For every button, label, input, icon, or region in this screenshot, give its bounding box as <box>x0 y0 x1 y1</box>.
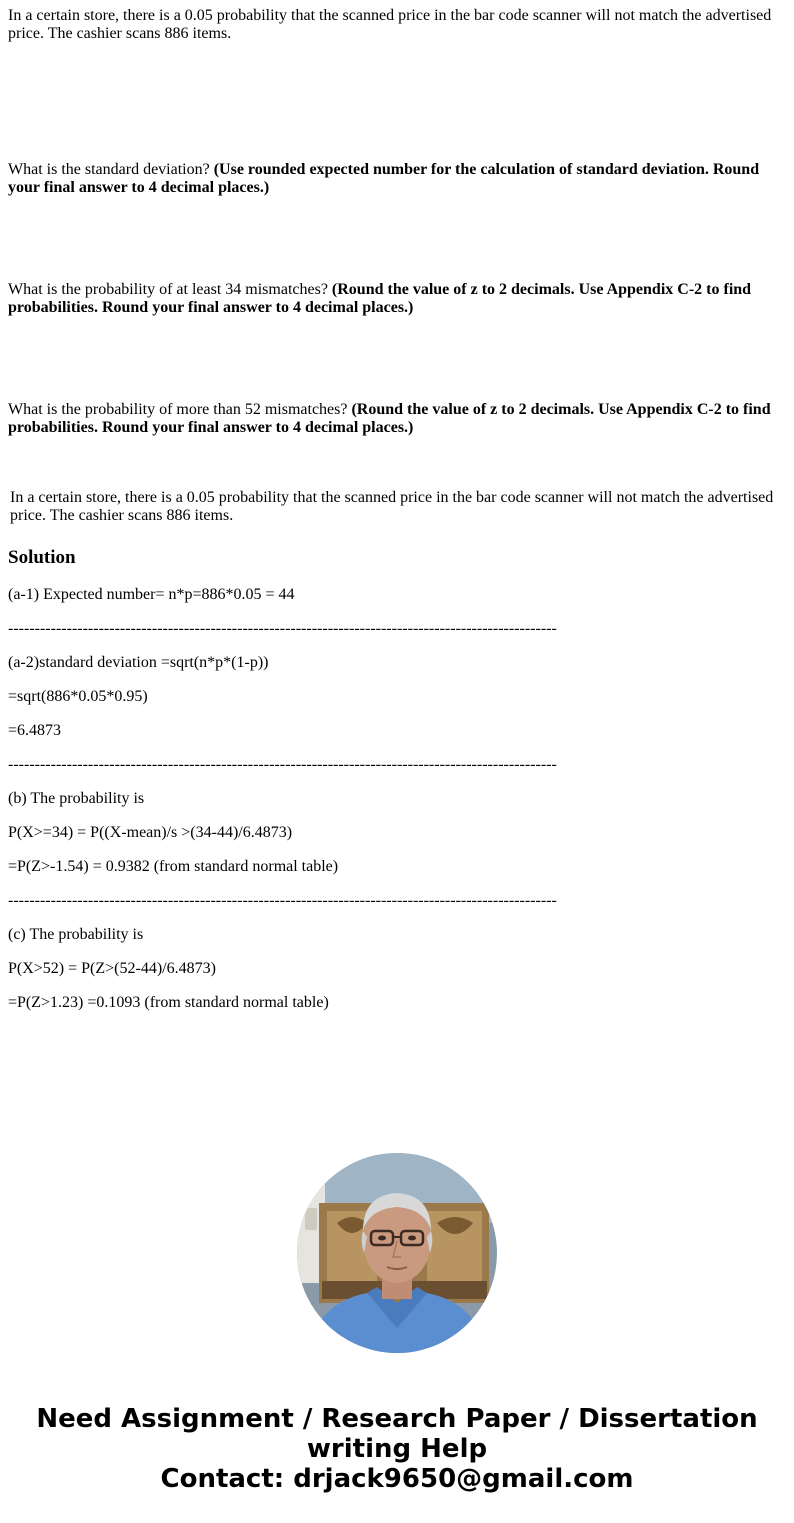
question-standard-deviation <box>8 161 784 197</box>
solution-divider: ------------------------------------------------------------------------------------------------------- <box>8 620 557 637</box>
question-at-least-34 <box>8 281 784 317</box>
solution-line: (c) The probability is <box>8 926 144 943</box>
problem-intro-repeat: In a certain store, there is a 0.05 probability that the scanned price in the bar code scanner will not match the advertised price. The cashier scans 886 items. <box>10 489 774 524</box>
question-text: What is the probability of more than 52 mismatches? <box>8 401 348 418</box>
question-text: What is the probability of at least 34 mismatches? <box>8 281 328 298</box>
footer-line: writing Help <box>306 1434 488 1464</box>
contact-footer <box>0 1404 794 1494</box>
solution-line: P(X>=34) = P((X-mean)/s >(34-44)/6.4873) <box>8 824 293 841</box>
footer-contact-email: Contact: drjack9650@gmail.com <box>160 1464 634 1494</box>
solution-line: P(X>52) = P(Z>(52-44)/6.4873) <box>8 960 216 977</box>
solution-line: =P(Z>1.23) =0.1093 (from standard normal table) <box>8 994 329 1011</box>
solution-divider: ------------------------------------------------------------------------------------------------------- <box>8 756 557 773</box>
question-instruction: (Round the value of z to 2 decimals. Use Appendix C-2 to find probabilities. Round your final answer to 4 decimal places.) <box>8 281 752 316</box>
author-avatar <box>297 1153 497 1353</box>
question-more-than-52 <box>8 401 784 437</box>
solution-line: =P(Z>-1.54) = 0.9382 (from standard normal table) <box>8 858 339 875</box>
question-text: What is the standard deviation? <box>8 161 210 178</box>
question-instruction: (Use rounded expected number for the calculation of standard deviation. Round your final answer to 4 decimal places.) <box>8 161 760 196</box>
solution-line: (b) The probability is <box>8 790 145 807</box>
problem-intro: In a certain store, there is a 0.05 probability that the scanned price in the bar code scanner will not match the advertised price. The cashier scans 886 items. <box>8 7 772 42</box>
solution-divider: ------------------------------------------------------------------------------------------------------- <box>8 892 557 909</box>
question-instruction: (Round the value of z to 2 decimals. Use Appendix C-2 to find probabilities. Round your final answer to 4 decimal places.) <box>8 401 771 436</box>
footer-line: Need Assignment / Research Paper / Dissertation <box>36 1404 758 1434</box>
solution-line: =sqrt(886*0.05*0.95) <box>8 688 148 705</box>
author-portrait-image <box>297 1153 497 1353</box>
solution-heading: Solution <box>8 547 76 568</box>
solution-line: =6.4873 <box>8 722 62 739</box>
solution-line: (a-2)standard deviation =sqrt(n*p*(1-p)) <box>8 654 269 671</box>
solution-line: (a-1) Expected number= n*p=886*0.05 = 44 <box>8 586 295 603</box>
